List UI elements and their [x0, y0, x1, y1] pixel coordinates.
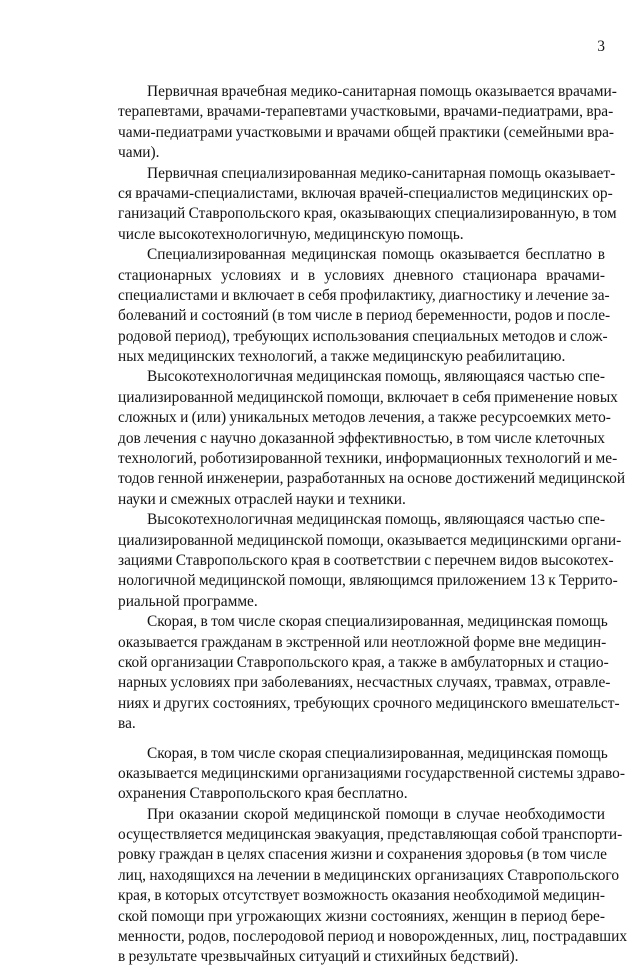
paragraph-line: в результате чрезвычайных ситуаций и стихийных бедствий).: [118, 948, 519, 966]
paragraph-line: ва.: [118, 715, 136, 733]
paragraph-line: технологий, роботизированной техники, информационных технологий и ме-: [118, 450, 618, 468]
paragraph-line: дов лечения с научно доказанной эффективностью, в том числе клеточных: [118, 429, 605, 447]
paragraph: [118, 367, 626, 510]
paragraph-line: нарных условиях при заболеваниях, несчастных случаях, травмах, отравле-: [118, 674, 611, 692]
paragraph-line: зациями Ставропольского края в соответствии с перечнем видов высокотех-: [118, 551, 614, 569]
paragraph-line: При оказании скорой медицинской помощи в случае необходимости: [147, 805, 605, 823]
paragraph-line: нологичной медицинской помощи, являющимся приложением 13 к Террито-: [118, 572, 618, 590]
paragraph-line: числе высокотехнологичную, медицинскую помощь.: [118, 225, 464, 243]
paragraph-line: стационарных условиях и в условиях дневного стационара врачами-: [118, 266, 605, 284]
paragraph-line: ганизаций Ставропольского края, оказывающих специализированную, в том: [118, 205, 617, 223]
paragraph-line: науки и смежных отраслей науки и техники.: [118, 490, 406, 508]
paragraph-line: ской помощи при угрожающих жизни состояниях, женщин в период бере-: [118, 907, 605, 925]
paragraph-line: охранения Ставропольского края бесплатно.: [118, 785, 408, 803]
paragraph-line: чами).: [118, 144, 160, 162]
paragraph: [118, 164, 617, 246]
paragraph-spacer: [118, 735, 605, 744]
paragraph-line: Высокотехнологичная медицинская помощь, являющаяся частью спе-: [147, 511, 605, 529]
paragraph-line: ровку граждан в целях спасения жизни и сохранения здоровья (в том числе: [118, 846, 607, 864]
paragraph-line: ской организации Ставропольского края, а также в амбулаторных и стацио-: [118, 653, 609, 671]
paragraph: [118, 744, 625, 805]
paragraph-line: края, в которых отсутствует возможность оказания необходимой медицин-: [118, 887, 605, 905]
paragraph-line: Скорая, в том числе скорая специализированная, медицинская помощь: [147, 613, 608, 631]
paragraph: [118, 510, 622, 612]
paragraph-line: чами-педиатрами участковыми и врачами общей практики (семейными вра-: [118, 123, 615, 141]
paragraph-line: риальной программе.: [118, 592, 258, 610]
document-body: [118, 82, 628, 968]
paragraph-line: ся врачами-специалистами, включая врачей-специалистов медицинских ор-: [118, 184, 613, 202]
paragraph: [118, 612, 620, 734]
paragraph: [118, 82, 617, 164]
paragraph-line: терапевтами, врачами-терапевтами участковыми, врачами-педиатрами, вра-: [118, 103, 614, 121]
paragraph-line: Специализированная медицинская помощь оказывается бесплатно в: [147, 246, 605, 264]
paragraph-line: осуществляется медицинская эвакуация, представляющая собой транспорти-: [118, 826, 623, 844]
paragraph-line: специалистами и включает в себя профилактику, диагностику и лечение за-: [118, 286, 610, 304]
paragraph-line: циализированной медицинской помощи, включает в себя применение новых: [118, 388, 618, 406]
paragraph: [118, 245, 611, 367]
paragraph-line: сложных и (или) уникальных методов лечения, а также ресурсоемких мето-: [118, 409, 611, 427]
paragraph-line: Высокотехнологичная медицинская помощь, являющаяся частью спе-: [147, 368, 605, 386]
paragraph-line: родовой период), требующих использования специальных методов и слож-: [118, 327, 608, 345]
paragraph-line: оказывается медицинскими организациями государственной системы здраво-: [118, 764, 625, 782]
paragraph: [118, 805, 628, 968]
paragraph-line: ных медицинских технологий, а также медицинскую реабилитацию.: [118, 348, 566, 366]
paragraph-line: Первичная врачебная медико-санитарная помощь оказывается врачами-: [147, 83, 617, 100]
paragraph-line: циализированной медицинской помощи, оказывается медицинскими органи-: [118, 531, 622, 549]
paragraph-line: оказывается гражданам в экстренной или неотложной форме вне медицин-: [118, 633, 607, 651]
paragraph-line: лиц, находящихся на лечении в медицинских организациях Ставропольского: [118, 866, 620, 884]
paragraph-line: менности, родов, послеродовой период и новорожденных, лиц, пострадавших: [118, 928, 628, 946]
paragraph-line: болеваний и состояний (в том числе в период беременности, родов и после-: [118, 307, 611, 325]
paragraph-line: тодов генной инженерии, разработанных на основе достижений медицинской: [118, 470, 626, 488]
page-number: 3: [597, 38, 605, 55]
paragraph-line: Скорая, в том числе скорая специализированная, медицинская помощь: [147, 744, 608, 762]
paragraph-line: ниях и других состояниях, требующих срочного медицинского вмешательст-: [118, 694, 620, 712]
paragraph-line: Первичная специализированная медико-санитарная помощь оказывает-: [147, 164, 616, 182]
